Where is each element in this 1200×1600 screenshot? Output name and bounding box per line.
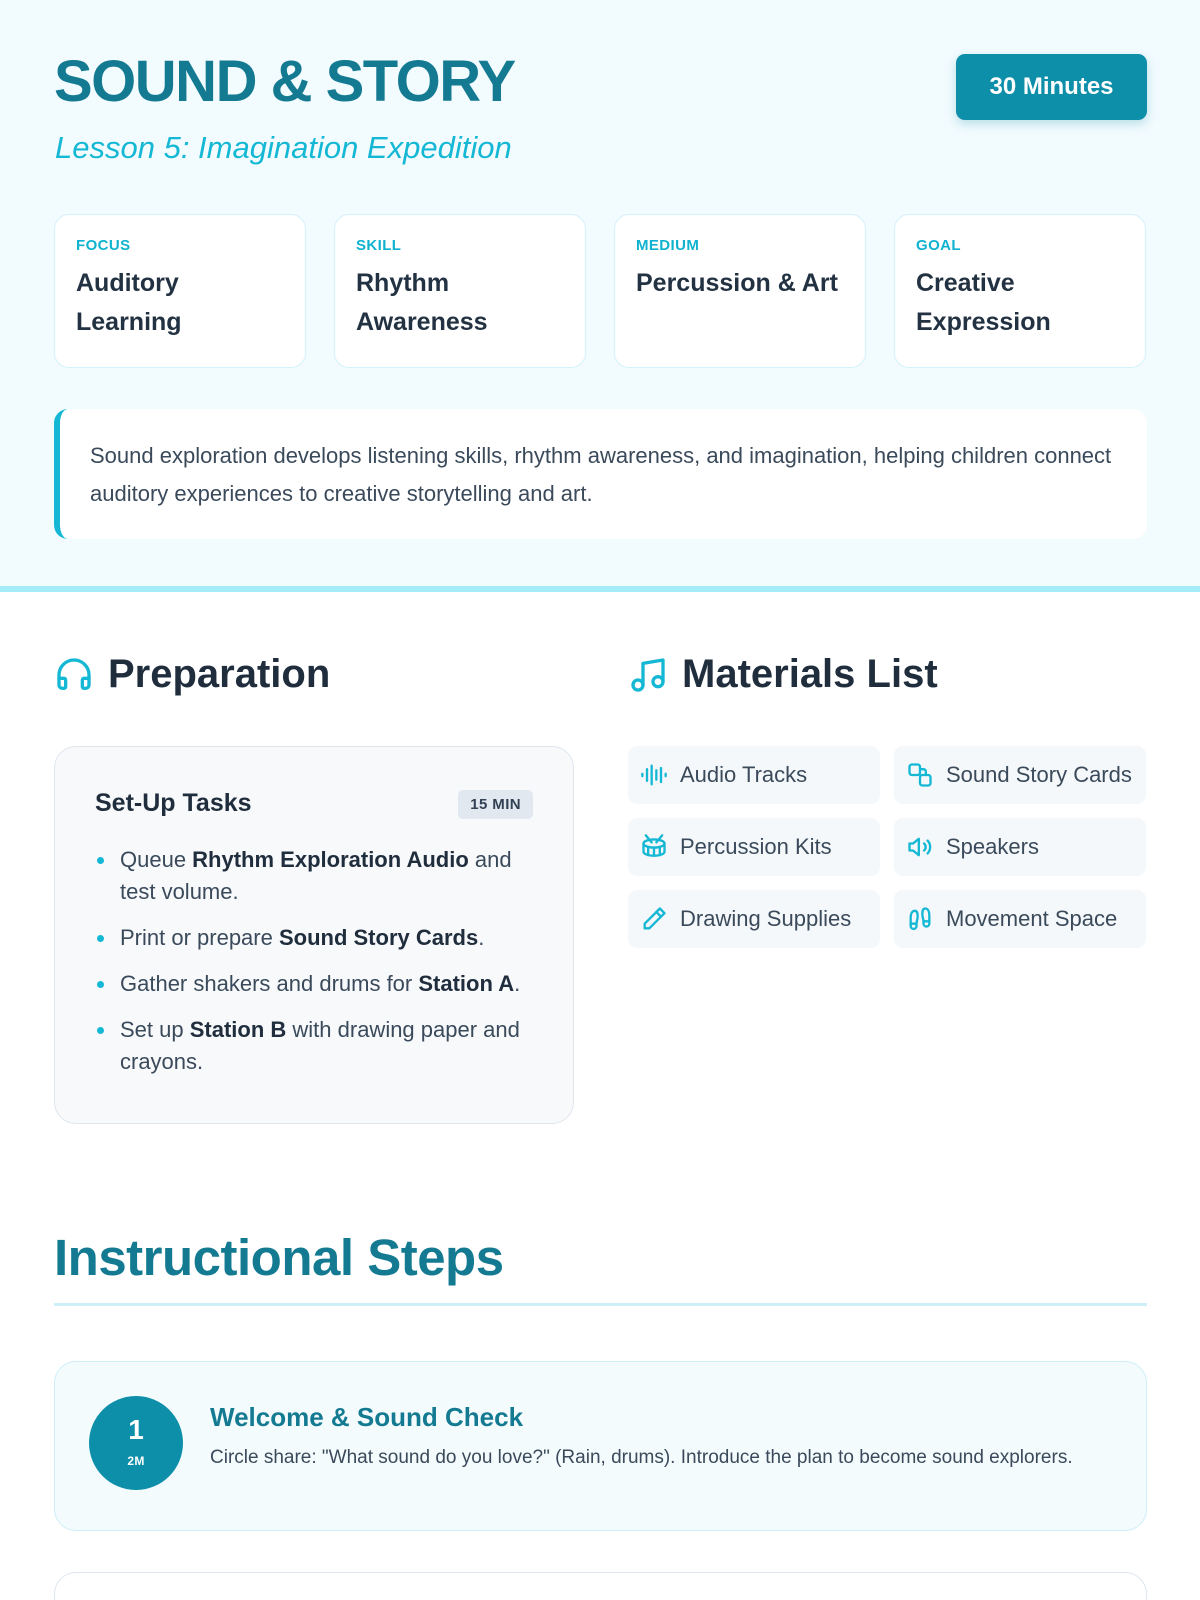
step-description: Circle share: "What sound do you love?" (Rain, drums). Introduce the plan to become sound explorers. bbox=[210, 1447, 1073, 1468]
section-divider bbox=[54, 1303, 1147, 1306]
lesson-subtitle: Lesson 5: Imagination Expedition bbox=[55, 130, 512, 165]
step-number-badge bbox=[89, 1396, 183, 1490]
meta-label: FOCUS bbox=[76, 237, 131, 254]
preparation-heading-label: Preparation bbox=[108, 652, 331, 696]
cards-icon bbox=[906, 761, 934, 789]
meta-card-goal bbox=[894, 214, 1146, 368]
drum-icon bbox=[640, 833, 668, 861]
list-item: Set up Station B with drawing paper and crayons. bbox=[95, 1014, 533, 1078]
material-speakers: Speakers bbox=[894, 818, 1146, 876]
step-card bbox=[54, 1572, 1147, 1600]
meta-value: Percussion & Art bbox=[636, 269, 838, 297]
meta-label: GOAL bbox=[916, 237, 961, 254]
setup-task-list bbox=[95, 844, 533, 1078]
material-audio-tracks: Audio Tracks bbox=[628, 746, 880, 804]
lesson-title: SOUND & STORY bbox=[54, 49, 515, 114]
meta-card-medium bbox=[614, 214, 866, 368]
meta-label: MEDIUM bbox=[636, 237, 700, 254]
material-movement-space: Movement Space bbox=[894, 890, 1146, 948]
audio-waveform-icon bbox=[640, 761, 668, 789]
meta-value: Auditory Learning bbox=[76, 269, 182, 336]
meta-card-focus bbox=[54, 214, 306, 368]
setup-tasks-title: Set-Up Tasks bbox=[95, 789, 252, 817]
material-sound-story-cards: Sound Story Cards bbox=[894, 746, 1146, 804]
material-drawing-supplies: Drawing Supplies bbox=[628, 890, 880, 948]
speaker-icon bbox=[906, 833, 934, 861]
material-percussion-kits: Percussion Kits bbox=[628, 818, 880, 876]
setup-time-badge: 15 MIN bbox=[458, 790, 533, 819]
pencil-icon bbox=[640, 905, 668, 933]
duration-badge: 30 Minutes bbox=[956, 54, 1147, 120]
list-item: Gather shakers and drums for Station A. bbox=[95, 968, 533, 1000]
materials-heading-label: Materials List bbox=[682, 652, 938, 696]
headphones-icon bbox=[54, 655, 94, 695]
music-note-icon bbox=[628, 655, 668, 695]
preparation-heading bbox=[54, 652, 330, 697]
list-item: Queue Rhythm Exploration Audio and test volume. bbox=[95, 844, 533, 908]
step-duration: 2M bbox=[127, 1454, 145, 1468]
instructional-steps-heading: Instructional Steps bbox=[54, 1229, 504, 1286]
step-title: Welcome & Sound Check bbox=[210, 1402, 524, 1432]
meta-label: SKILL bbox=[356, 237, 402, 254]
meta-card-skill bbox=[334, 214, 586, 368]
footprints-icon bbox=[906, 905, 934, 933]
setup-tasks-card bbox=[54, 746, 574, 1124]
step-card bbox=[54, 1361, 1147, 1531]
list-item: Print or prepare Sound Story Cards. bbox=[95, 922, 533, 954]
meta-value: Creative Expression bbox=[916, 269, 1051, 336]
materials-heading bbox=[628, 652, 938, 697]
meta-value: Rhythm Awareness bbox=[356, 269, 488, 336]
lesson-summary: Sound exploration develops listening skills, rhythm awareness, and imagination, helping children connect auditory experiences to creative storytelling and art. bbox=[54, 409, 1147, 539]
step-number: 1 bbox=[128, 1414, 144, 1445]
